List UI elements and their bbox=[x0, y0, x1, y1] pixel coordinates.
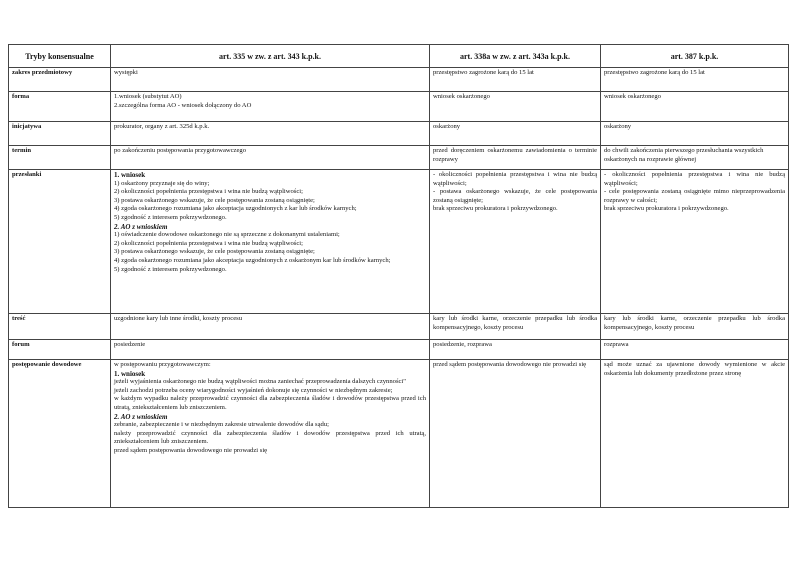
subheading: 1. wniosek bbox=[114, 369, 146, 378]
text-line: 2) okoliczności popełnienia przestępstwa i wina nie budzą wątpliwości; bbox=[114, 239, 303, 247]
text-line: - postawa oskarżonego wskazuje, że cele postępowania zostaną osiągnięte; bbox=[433, 188, 597, 204]
cell-art387: do chwili zakończenia pierwszego przesłuchania wszystkich oskarżonych na rozprawie głównej bbox=[601, 146, 789, 170]
cell-art338a: przed sądem postępowania dowodowego nie prowadzi się bbox=[430, 360, 601, 508]
row-przeslanki bbox=[9, 170, 789, 314]
text-line: 5) zgodność z interesem pokrzywdzonego. bbox=[114, 265, 227, 273]
comparison-table bbox=[8, 44, 789, 508]
subheading: 2. AO z wnioskiem bbox=[114, 222, 168, 231]
text-line: 3) postawa oskarżonego wskazuje, że cele postępowania zostaną osiągnięte; bbox=[114, 248, 315, 256]
subheading: 1. wniosek bbox=[114, 171, 146, 179]
header-modes: Tryby konsensualne bbox=[9, 45, 111, 68]
cell-art387: oskarżony bbox=[601, 122, 789, 146]
row-label: inicjatywa bbox=[9, 122, 111, 146]
row-zakres bbox=[9, 68, 789, 92]
text-line: 1) oskarżony przyznaje się do winy; bbox=[114, 179, 210, 187]
text-line: 4) zgoda oskarżonego rozumiana jako akceptacja uzgodnionych z kar lub środków karnych; bbox=[114, 205, 357, 213]
text-line: w każdym wypadku należy przeprowadzić czynności dla zabezpieczenia śladów i dowodów przestępstwa przed ich utratą, zniekształceniem lub zniszczeniem. bbox=[114, 395, 426, 411]
text-line: należy przeprowadzić czynności dla zabezpieczenia śladów i dowodów przestępstwa przed ich utratą, zniekształceniem lub zniszczeniem. bbox=[114, 429, 426, 446]
row-label: termin bbox=[9, 146, 111, 170]
cell-art335: prokurator, organy z art. 325d k.p.k. bbox=[111, 122, 430, 146]
cell-art335: uzgodnione kary lub inne środki, koszty procesu bbox=[111, 314, 430, 340]
cell-art387 bbox=[601, 170, 789, 314]
header-art338a: art. 338a w zw. z art. 343a k.p.k. bbox=[430, 45, 601, 68]
cell-art338a: przestępstwo zagrożone karą do 15 lat bbox=[430, 68, 601, 92]
text-line: - okoliczności popełnienia przestępstwa i wina nie budzą wątpliwości; bbox=[433, 171, 597, 187]
cell-art387: przestępstwo zagrożone karą do 15 lat bbox=[601, 68, 789, 92]
cell-art338a: oskarżony bbox=[430, 122, 601, 146]
text-line: zebranie, zabezpieczenie i w niezbędnym zakresie utrwalenie dowodów dla sądu; bbox=[114, 421, 329, 429]
cell-art335: posiedzenie bbox=[111, 340, 430, 360]
row-label: postępowanie dowodowe bbox=[9, 360, 111, 508]
text-line: 1) oświadczenie dowodowe oskarżonego nie są sprzeczne z dokonanymi ustaleniami; bbox=[114, 231, 340, 239]
row-label: treść bbox=[9, 314, 111, 340]
cell-art338a: przed doręczeniem oskarżonemu zawiadomienia o terminie rozprawy bbox=[430, 146, 601, 170]
cell-art335 bbox=[111, 360, 430, 508]
cell-art387: rozprawa bbox=[601, 340, 789, 360]
row-label: przesłanki bbox=[9, 170, 111, 314]
text-line: w postępowaniu przygotowawczym: bbox=[114, 361, 211, 368]
cell-art338a: wniosek oskarżonego bbox=[430, 92, 601, 122]
row-tresc bbox=[9, 314, 789, 340]
cell-art338a bbox=[430, 170, 601, 314]
cell-art387: sąd może uznać za ujawnione dowody wymienione w akcie oskarżenia lub dokumenty przedłożone przez stronę bbox=[601, 360, 789, 508]
text-line: jeżeli wyjaśnienia oskarżonego nie budzą wątpliwości można zaniechać przeprowadzenia dalszych czynności" bbox=[114, 378, 406, 386]
row-forum bbox=[9, 340, 789, 360]
header-art335: art. 335 w zw. z art. 343 k.p.k. bbox=[111, 45, 430, 68]
header-art387: art. 387 k.p.k. bbox=[601, 45, 789, 68]
header-row bbox=[9, 45, 789, 68]
text-line: brak sprzeciwu prokuratora i pokrzywdzonego. bbox=[604, 205, 729, 213]
row-label: forma bbox=[9, 92, 111, 122]
text-line: 3) postawa oskarżonego wskazuje, że cele postępowania zostaną osiągnięte; bbox=[114, 196, 315, 204]
cell-art335: po zakończeniu postępowania przygotowawczego bbox=[111, 146, 430, 170]
text-line: 2.szczególna forma AO - wniosek dołączony do AO bbox=[114, 101, 252, 109]
cell-art335 bbox=[111, 92, 430, 122]
row-dowodowe bbox=[9, 360, 789, 508]
row-forma bbox=[9, 92, 789, 122]
text-line: 4) zgoda oskarżonego rozumiana jako akceptacja uzgodnionych z oskarżonym kar lub środków karnych; bbox=[114, 256, 391, 264]
text-line: jeżeli zachodzi potrzeba oceny wiarygodności wyjaśnień dokonuje się czynności w niezbędnym zakresie; bbox=[114, 386, 393, 394]
subheading: 2. AO z wnioskiem bbox=[114, 412, 168, 421]
cell-art335 bbox=[111, 170, 430, 314]
row-label: zakres przedmiotowy bbox=[9, 68, 111, 92]
text-line: - okoliczności popełnienia przestępstwa i wina nie budzą wątpliwości; bbox=[604, 171, 785, 187]
row-inicjatywa bbox=[9, 122, 789, 146]
cell-art335: występki bbox=[111, 68, 430, 92]
text-line: brak sprzeciwu prokuratora i pokrzywdzonego. bbox=[433, 205, 558, 213]
cell-art338a: posiedzenie, rozprawa bbox=[430, 340, 601, 360]
row-termin bbox=[9, 146, 789, 170]
text-line: przed sądem postępowania dowodowego nie prowadzi się bbox=[114, 446, 268, 454]
cell-art338a: kary lub środki karne, orzeczenie przepadku lub środka kompensacyjnego, koszty procesu bbox=[430, 314, 601, 340]
text-line: 5) zgodność z interesem pokrzywdzonego. bbox=[114, 213, 227, 221]
text-line: 1.wniosek (substytut AO) bbox=[114, 93, 182, 100]
cell-art387: wniosek oskarżonego bbox=[601, 92, 789, 122]
text-line: 2) okoliczności popełnienia przestępstwa i wina nie budzą wątpliwości; bbox=[114, 188, 303, 196]
cell-art387: kary lub środki karne, orzeczenie przepadku lub środka kompensacyjnego, koszty procesu bbox=[601, 314, 789, 340]
text-line: - cele postępowania zostaną osiągnięte mimo nieprzeprowadzenia rozprawy w całości; bbox=[604, 188, 785, 204]
row-label: forum bbox=[9, 340, 111, 360]
